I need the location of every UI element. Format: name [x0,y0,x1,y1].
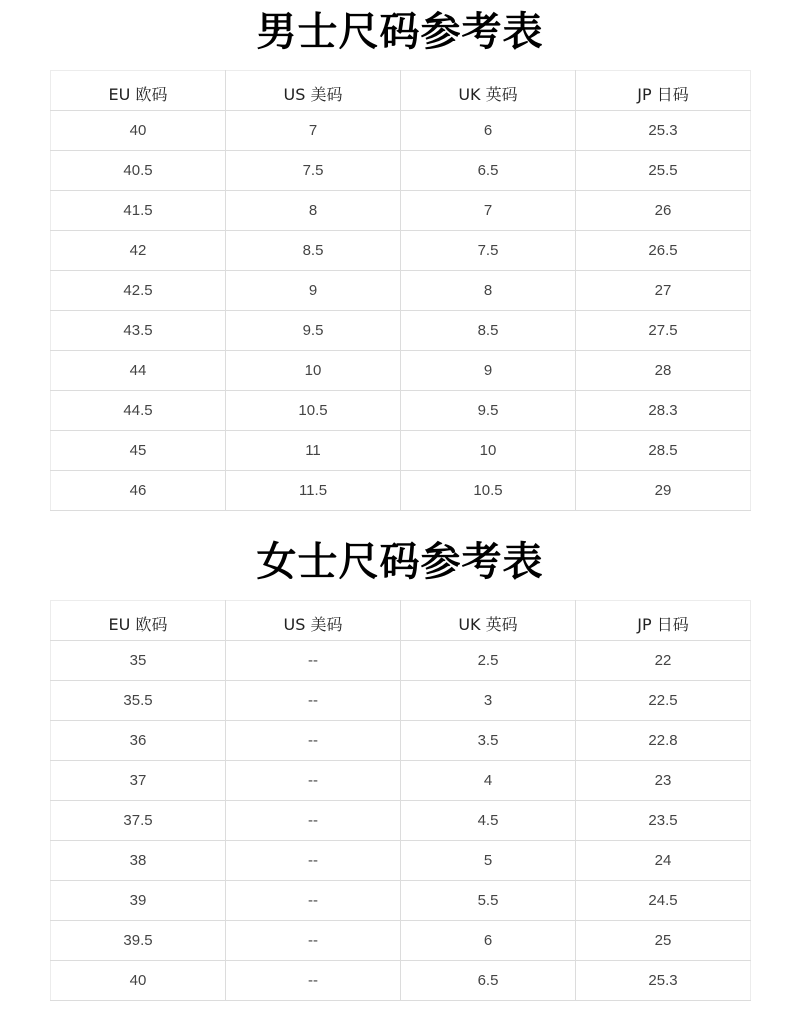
size-cell-uk: 3 [401,681,576,721]
size-cell-eu: 35.5 [51,681,226,721]
size-cell-us: -- [226,681,401,721]
size-cell-jp: 24 [576,841,751,881]
table-row [51,271,751,311]
size-cell-uk: 6 [401,111,576,151]
size-cell-uk: 4.5 [401,801,576,841]
size-cell-jp: 29 [576,471,751,511]
size-cell-jp: 25 [576,921,751,961]
table-row [51,801,751,841]
size-cell-jp: 25.3 [576,961,751,1001]
size-cell-eu: 40 [51,111,226,151]
size-cell-jp: 24.5 [576,881,751,921]
table-row [51,761,751,801]
size-cell-jp: 26 [576,191,751,231]
size-cell-uk: 5.5 [401,881,576,921]
size-cell-uk: 4 [401,761,576,801]
table-header-row [51,71,751,111]
size-cell-eu: 39.5 [51,921,226,961]
size-cell-us: 8 [226,191,401,231]
table-row [51,641,751,681]
table-row [51,191,751,231]
size-cell-uk: 10.5 [401,471,576,511]
table-row [51,391,751,431]
size-cell-uk: 6 [401,921,576,961]
column-header-jp: JP 日码 [576,601,751,641]
size-cell-eu: 41.5 [51,191,226,231]
size-cell-jp: 28 [576,351,751,391]
size-cell-uk: 10 [401,431,576,471]
size-cell-jp: 26.5 [576,231,751,271]
table-row [51,431,751,471]
table-row [51,111,751,151]
table-row [51,841,751,881]
column-header-us: US 美码 [226,601,401,641]
size-cell-us: 9 [226,271,401,311]
size-cell-us: -- [226,721,401,761]
size-cell-jp: 28.5 [576,431,751,471]
size-cell-jp: 22 [576,641,751,681]
size-cell-us: 9.5 [226,311,401,351]
size-cell-uk: 6.5 [401,961,576,1001]
women-size-chart-title: 女士尺码参考表 [256,539,544,585]
size-cell-jp: 27.5 [576,311,751,351]
size-cell-us: 11.5 [226,471,401,511]
size-cell-jp: 22.5 [576,681,751,721]
size-cell-us: -- [226,801,401,841]
size-cell-eu: 43.5 [51,311,226,351]
size-cell-us: 10.5 [226,391,401,431]
size-cell-jp: 22.8 [576,721,751,761]
women-size-table [50,600,751,1001]
size-cell-eu: 36 [51,721,226,761]
size-cell-eu: 37.5 [51,801,226,841]
size-cell-eu: 37 [51,761,226,801]
table-row [51,151,751,191]
size-cell-eu: 42.5 [51,271,226,311]
table-row [51,471,751,511]
size-cell-uk: 7.5 [401,231,576,271]
size-cell-eu: 38 [51,841,226,881]
size-cell-eu: 46 [51,471,226,511]
size-cell-jp: 28.3 [576,391,751,431]
table-row [51,881,751,921]
size-cell-uk: 9.5 [401,391,576,431]
column-header-uk: UK 英码 [401,71,576,111]
men-size-table [50,70,751,511]
column-header-jp: JP 日码 [576,71,751,111]
size-cell-eu: 39 [51,881,226,921]
size-cell-jp: 27 [576,271,751,311]
size-cell-eu: 35 [51,641,226,681]
table-row [51,721,751,761]
table-row [51,961,751,1001]
size-cell-us: 7 [226,111,401,151]
size-cell-eu: 42 [51,231,226,271]
table-row [51,311,751,351]
size-cell-eu: 44 [51,351,226,391]
column-header-us: US 美码 [226,71,401,111]
men-table-body [51,111,751,511]
size-cell-uk: 3.5 [401,721,576,761]
men-size-chart-title: 男士尺码参考表 [256,9,544,55]
women-table-body [51,641,751,1001]
size-cell-us: 8.5 [226,231,401,271]
table-row [51,351,751,391]
size-cell-uk: 9 [401,351,576,391]
size-cell-eu: 44.5 [51,391,226,431]
size-cell-us: 11 [226,431,401,471]
size-cell-jp: 23 [576,761,751,801]
size-cell-us: -- [226,921,401,961]
size-cell-us: -- [226,961,401,1001]
table-header-row [51,601,751,641]
size-cell-us: -- [226,841,401,881]
column-header-eu: EU 欧码 [51,601,226,641]
size-cell-us: -- [226,881,401,921]
size-cell-us: -- [226,761,401,801]
table-row [51,921,751,961]
table-row [51,681,751,721]
size-cell-us: -- [226,641,401,681]
size-cell-us: 7.5 [226,151,401,191]
size-cell-jp: 23.5 [576,801,751,841]
size-cell-uk: 5 [401,841,576,881]
size-cell-uk: 8 [401,271,576,311]
size-cell-uk: 8.5 [401,311,576,351]
size-cell-jp: 25.5 [576,151,751,191]
column-header-eu: EU 欧码 [51,71,226,111]
size-cell-eu: 40.5 [51,151,226,191]
size-cell-eu: 45 [51,431,226,471]
size-cell-uk: 7 [401,191,576,231]
size-cell-uk: 6.5 [401,151,576,191]
size-cell-uk: 2.5 [401,641,576,681]
size-cell-eu: 40 [51,961,226,1001]
size-cell-jp: 25.3 [576,111,751,151]
column-header-uk: UK 英码 [401,601,576,641]
size-cell-us: 10 [226,351,401,391]
table-row [51,231,751,271]
